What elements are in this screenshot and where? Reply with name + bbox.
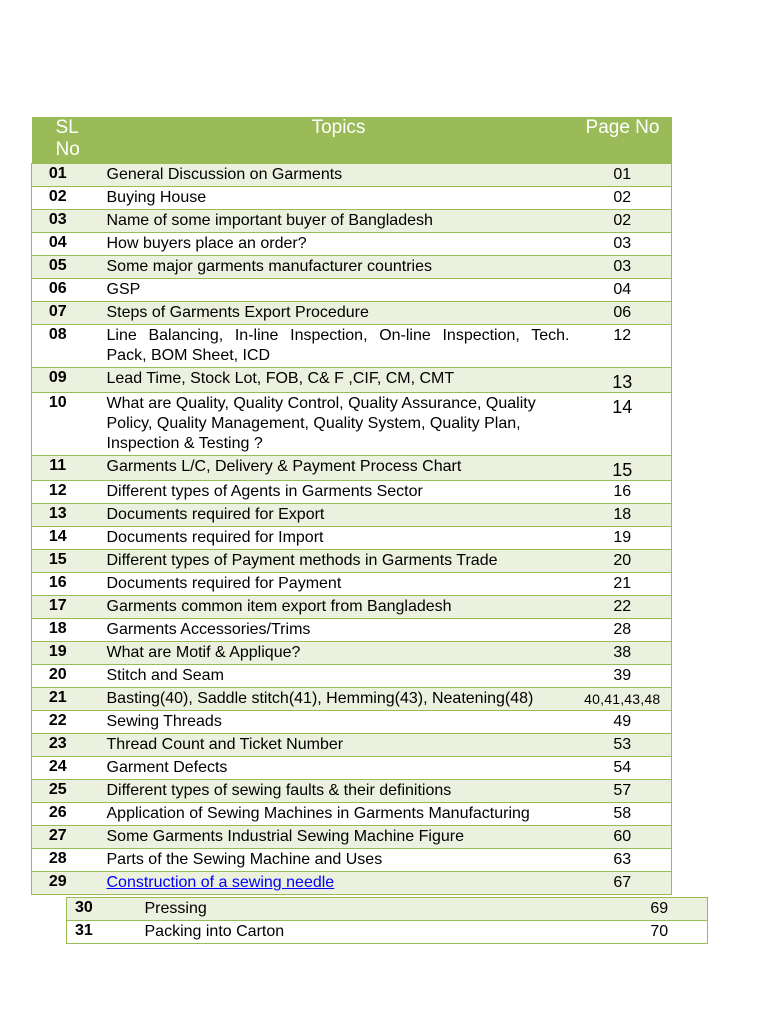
sl-number: 19 — [32, 642, 104, 665]
table-row — [67, 898, 708, 921]
page-number: 18 — [574, 504, 672, 527]
table-row — [32, 872, 672, 895]
sl-number: 09 — [32, 368, 104, 393]
page-number: 16 — [574, 481, 672, 504]
sl-number: 24 — [32, 757, 104, 780]
table-row — [32, 527, 672, 550]
topic-cell: Different types of Payment methods in Garments Trade — [104, 550, 574, 573]
page-number: 54 — [574, 757, 672, 780]
header-topics: Topics — [104, 117, 574, 164]
page-number: 15 — [574, 456, 672, 481]
page-number: 70 — [612, 921, 708, 944]
page-number: 63 — [574, 849, 672, 872]
toc-table — [31, 117, 672, 895]
sl-number: 27 — [32, 826, 104, 849]
topic-cell: Sewing Threads — [104, 711, 574, 734]
sl-number: 18 — [32, 619, 104, 642]
sl-number: 25 — [32, 780, 104, 803]
table-row — [32, 757, 672, 780]
toc-continuation-table — [66, 897, 708, 944]
sl-number: 14 — [32, 527, 104, 550]
topic-cell: Documents required for Payment — [104, 573, 574, 596]
table-row — [32, 256, 672, 279]
sl-number: 20 — [32, 665, 104, 688]
page-number: 60 — [574, 826, 672, 849]
sl-number: 21 — [32, 688, 104, 711]
page-number: 13 — [574, 368, 672, 393]
topic-cell: Documents required for Export — [104, 504, 574, 527]
page-number: 04 — [574, 279, 672, 302]
page-number: 40,41,43,48 — [574, 688, 672, 711]
table-row — [32, 826, 672, 849]
sl-number: 06 — [32, 279, 104, 302]
topic-cell: Packing into Carton — [142, 921, 612, 944]
topic-cell: Some Garments Industrial Sewing Machine Figure — [104, 826, 574, 849]
table-row — [32, 302, 672, 325]
sl-number: 05 — [32, 256, 104, 279]
page-number: 14 — [574, 393, 672, 456]
table-row — [32, 481, 672, 504]
table-row — [32, 279, 672, 302]
topic-cell: Name of some important buyer of Bangladesh — [104, 210, 574, 233]
table-row — [32, 780, 672, 803]
sl-number: 13 — [32, 504, 104, 527]
table-row — [32, 711, 672, 734]
topic-cell: GSP — [104, 279, 574, 302]
table-row — [32, 233, 672, 256]
page-number: 03 — [574, 233, 672, 256]
page-number: 19 — [574, 527, 672, 550]
page-number: 06 — [574, 302, 672, 325]
topic-cell: Lead Time, Stock Lot, FOB, C& F ,CIF, CM, CMT — [104, 368, 574, 393]
page-number: 53 — [574, 734, 672, 757]
sl-number: 31 — [67, 921, 142, 944]
page-number: 69 — [612, 898, 708, 921]
table-row — [32, 619, 672, 642]
table-row — [32, 642, 672, 665]
sl-number: 15 — [32, 550, 104, 573]
sl-number: 29 — [32, 872, 104, 895]
page-number: 67 — [574, 872, 672, 895]
page-number: 01 — [574, 164, 672, 187]
sl-number: 12 — [32, 481, 104, 504]
page-number: 12 — [574, 325, 672, 368]
page-number: 38 — [574, 642, 672, 665]
topic-cell: General Discussion on Garments — [104, 164, 574, 187]
sl-number: 08 — [32, 325, 104, 368]
table-row — [32, 596, 672, 619]
sl-number: 26 — [32, 803, 104, 826]
table-row — [32, 456, 672, 481]
table-row — [32, 368, 672, 393]
sl-number: 03 — [32, 210, 104, 233]
topic-link[interactable]: Construction of a sewing needle — [106, 874, 335, 891]
page-number: 02 — [574, 187, 672, 210]
topic-cell: Garments Accessories/Trims — [104, 619, 574, 642]
topic-cell: Application of Sewing Machines in Garments Manufacturing — [104, 803, 574, 826]
page-number: 03 — [574, 256, 672, 279]
table-row — [32, 734, 672, 757]
topic-cell: Line Balancing, In-line Inspection, On-line Inspection, Tech. Pack, BOM Sheet, ICD — [104, 325, 574, 368]
page-number: 21 — [574, 573, 672, 596]
sl-number: 01 — [32, 164, 104, 187]
topic-cell: What are Quality, Quality Control, Quality Assurance, Quality Policy, Quality Management, Quality System, Quality Plan, Inspection & Testing ? — [104, 393, 574, 456]
table-row — [67, 921, 708, 944]
topic-cell: Stitch and Seam — [104, 665, 574, 688]
header-page-no: Page No — [574, 117, 672, 164]
table-row — [32, 550, 672, 573]
page-number: 58 — [574, 803, 672, 826]
topic-cell: Documents required for Import — [104, 527, 574, 550]
sl-number: 02 — [32, 187, 104, 210]
topic-cell: Basting(40), Saddle stitch(41), Hemming(43), Neatening(48) — [104, 688, 574, 711]
sl-number: 23 — [32, 734, 104, 757]
table-row — [32, 164, 672, 187]
page-number: 20 — [574, 550, 672, 573]
topic-cell: Buying House — [104, 187, 574, 210]
table-row — [32, 688, 672, 711]
topic-cell: Different types of sewing faults & their definitions — [104, 780, 574, 803]
page-number: 39 — [574, 665, 672, 688]
table-row — [32, 187, 672, 210]
sl-number: 16 — [32, 573, 104, 596]
sl-number: 04 — [32, 233, 104, 256]
table-row — [32, 849, 672, 872]
sl-number: 11 — [32, 456, 104, 481]
topic-cell: How buyers place an order? — [104, 233, 574, 256]
table-row — [32, 573, 672, 596]
table-row — [32, 210, 672, 233]
sl-number: 10 — [32, 393, 104, 456]
topic-cell: Garments L/C, Delivery & Payment Process Chart — [104, 456, 574, 481]
table-row — [32, 665, 672, 688]
page-number: 57 — [574, 780, 672, 803]
sl-number: 28 — [32, 849, 104, 872]
page-number: 28 — [574, 619, 672, 642]
header-sl-no: SL No — [32, 117, 104, 164]
table-row — [32, 325, 672, 368]
sl-number: 07 — [32, 302, 104, 325]
topic-cell: What are Motif & Applique? — [104, 642, 574, 665]
topic-cell — [104, 872, 574, 895]
table-row — [32, 803, 672, 826]
topic-cell: Garment Defects — [104, 757, 574, 780]
table-row — [32, 393, 672, 456]
page-number: 22 — [574, 596, 672, 619]
page-number: 49 — [574, 711, 672, 734]
page-number: 02 — [574, 210, 672, 233]
sl-number: 17 — [32, 596, 104, 619]
topic-cell: Garments common item export from Bangladesh — [104, 596, 574, 619]
topic-cell: Pressing — [142, 898, 612, 921]
topic-cell: Some major garments manufacturer countries — [104, 256, 574, 279]
toc-header-row — [32, 117, 672, 164]
sl-number: 22 — [32, 711, 104, 734]
sl-number: 30 — [67, 898, 142, 921]
topic-cell: Different types of Agents in Garments Sector — [104, 481, 574, 504]
topic-cell: Steps of Garments Export Procedure — [104, 302, 574, 325]
table-row — [32, 504, 672, 527]
topic-cell: Thread Count and Ticket Number — [104, 734, 574, 757]
topic-cell: Parts of the Sewing Machine and Uses — [104, 849, 574, 872]
